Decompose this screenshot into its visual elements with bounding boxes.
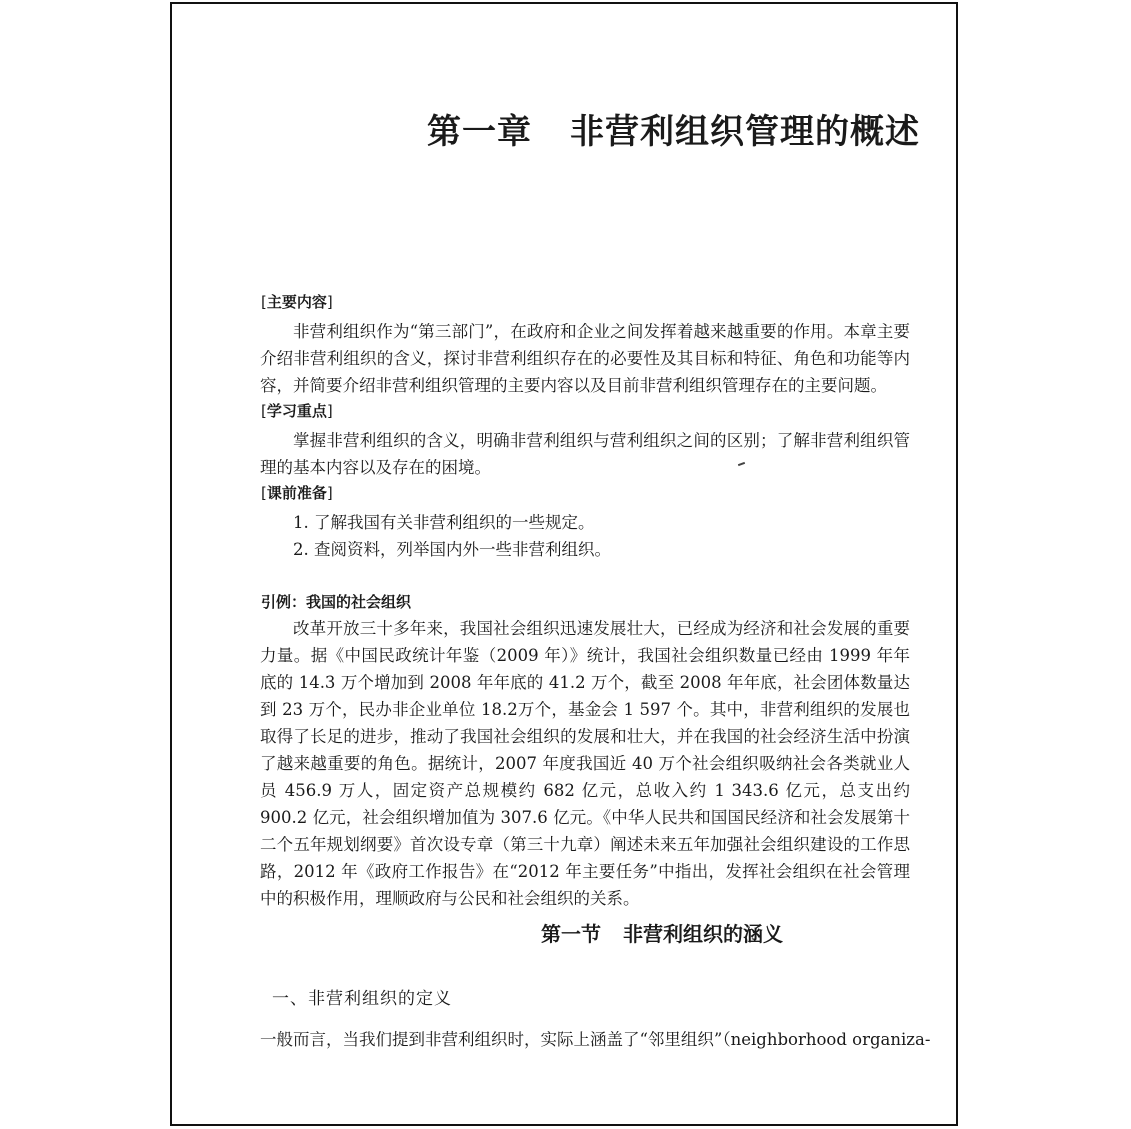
key-points-text: 掌握非营利组织的含义，明确非营利组织与营利组织之间的区别；了解非营利组织管理的基本内容以及存在的困境。	[260, 431, 910, 477]
preparation-tag: [课前准备]	[261, 484, 333, 502]
chapter-number: 第一章	[427, 112, 532, 152]
main-content-tag: [主要内容]	[261, 293, 333, 311]
section-name: 非营利组织的涵义	[623, 922, 783, 946]
subsection-heading: 一、非营利组织的定义	[272, 989, 452, 1009]
chapter-title	[427, 104, 920, 153]
preparation-item: 1. 了解我国有关非营利组织的一些规定。	[293, 513, 595, 532]
intro-case-heading: 引例：我国的社会组织	[261, 593, 412, 611]
key-points-tag: [学习重点]	[261, 402, 333, 420]
chapter-body	[260, 290, 910, 912]
section-number: 第一节	[541, 922, 601, 946]
chapter-name: 非营利组织管理的概述	[570, 112, 920, 152]
intro-case-text: 改革开放三十多年来，我国社会组织迅速发展壮大，已经成为经济和社会发展的重要力量。据《中国民政统计年鉴（2009 年）》统计，我国社会组织数量已经由 1999 年年底的 14.3 万个增加到 2008 年年底的 41.2 万个，截至 2008 年年底，社会团体数量达到 23 万个，民办非企业单位 18.2万个，基金会 1 597 个。其中，非营利组织的发展也取得了长足的进步，推动了我国社会组织的发展和壮大，并在我国的社会经济生活中扮演了越来越重要的角色。据统计，2007 年度我国近 40 万个社会组织吸纳社会各类就业人员 456.9 万人，固定资产总规模约 682 亿元，总收入约 1 343.6 亿元，总支出约 900.2 亿元，社会组织增加值为 307.6 亿元。《中华人民共和国国民经济和社会发展第十二个五年规划纲要》首次设专章（第三十九章）阐述未来五年加强社会组织建设的工作思路，2012 年《政府工作报告》在“2012 年主要任务”中指出，发挥社会组织在社会管理中的积极作用，理顺政府与公民和社会组织的关系。	[260, 619, 910, 908]
main-content-text: 非营利组织作为“第三部门”，在政府和企业之间发挥着越来越重要的作用。本章主要介绍非营利组织的含义，探讨非营利组织存在的必要性及其目标和特征、角色和功能等内容，并简要介绍非营利组织管理的主要内容以及目前非营利组织管理存在的主要问题。	[260, 322, 910, 395]
definition-paragraph: 一般而言，当我们提到非营利组织时，实际上涵盖了“邻里组织”（neighborhood organiza-	[260, 1030, 931, 1049]
section-title	[442, 918, 882, 947]
page	[170, 2, 958, 1126]
preparation-item: 2. 查阅资料，列举国内外一些非营利组织。	[293, 540, 611, 559]
